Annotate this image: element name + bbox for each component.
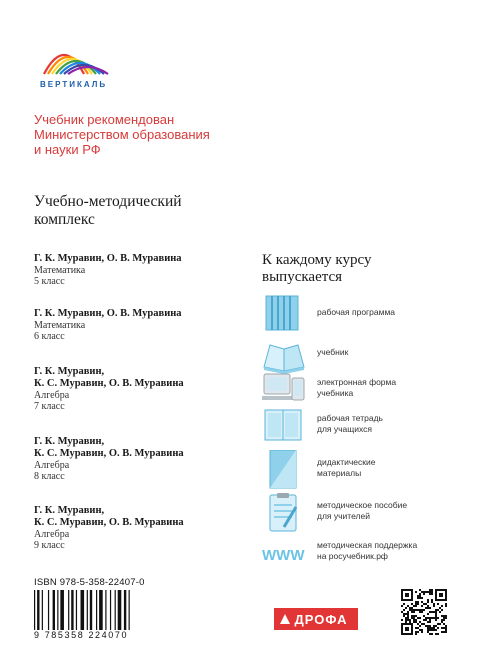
recommendation-text (34, 112, 274, 157)
book-grade: 8 класс (34, 471, 65, 482)
book-entry (34, 436, 234, 482)
book-grade: 9 класс (34, 540, 65, 551)
course-item-program (262, 294, 462, 334)
book-authors: Г. К. Муравин, О. В. Муравина (34, 308, 182, 319)
qr-code-icon (400, 588, 448, 636)
book-subject: Математика (34, 320, 86, 331)
book-authors: Г. К. Муравин, (34, 505, 105, 516)
book-entry (34, 253, 234, 287)
each-course-line: К каждому курсу (262, 252, 372, 268)
book-grade: 6 класс (34, 331, 65, 342)
book-authors: Г. К. Муравин, (34, 436, 105, 447)
drofa-logo (274, 608, 358, 630)
course-item-didactic (262, 450, 462, 490)
www-icon (262, 534, 306, 574)
book-grade: 5 класс (34, 276, 65, 287)
ebook-icon (262, 370, 306, 410)
book-grade: 7 класс (34, 401, 65, 412)
program-icon (262, 294, 306, 334)
course-item-support (262, 534, 462, 574)
each-course-heading (262, 252, 371, 286)
barcode-number: 9 785358 224070 (34, 630, 129, 640)
svg-text:WWW: WWW (262, 547, 305, 564)
drofa-logo-text: ДРОФА (294, 611, 348, 627)
course-item-label: методическое пособие для учителей (317, 500, 408, 521)
recommendation-line: и науки РФ (34, 142, 101, 157)
each-course-line: выпускается (262, 269, 343, 285)
course-item-ebook (262, 370, 462, 410)
book-authors: Г. К. Муравин, (34, 366, 105, 377)
book-subject: Математика (34, 265, 86, 276)
complex-title-line: Учебно-методический (34, 193, 182, 210)
didactic-icon (262, 450, 306, 490)
course-item-label: дидактические материалы (317, 457, 376, 478)
course-item-workbook (262, 406, 462, 446)
course-item-methodical (262, 493, 462, 533)
clipboard-icon (262, 493, 306, 533)
course-item-label: методическая поддержка на росучебник.рф (317, 540, 418, 561)
complex-title (34, 193, 182, 229)
book-entry (34, 308, 234, 342)
book-entry (34, 505, 234, 551)
book-authors: К. С. Муравин, О. В. Муравина (34, 448, 184, 459)
isbn-text: ISBN 978-5-358-22407-0 (34, 577, 145, 588)
course-item-label: учебник (317, 347, 349, 357)
book-authors: К. С. Муравин, О. В. Муравина (34, 378, 184, 389)
book-subject: Алгебра (34, 390, 70, 401)
workbook-icon (262, 406, 306, 446)
book-authors: Г. К. Муравин, О. В. Муравина (34, 253, 182, 264)
book-authors: К. С. Муравин, О. В. Муравина (34, 517, 184, 528)
book-subject: Алгебра (34, 529, 70, 540)
drofa-logo-icon (279, 613, 291, 625)
recommendation-line: Учебник рекомендован (34, 112, 175, 127)
recommendation-line: Министерством образования (34, 127, 210, 142)
complex-title-line: комплекс (34, 211, 95, 228)
publisher-logo-text: ВЕРТИКАЛЬ (40, 80, 108, 89)
book-entry (34, 366, 234, 412)
course-item-label: рабочая тетрадь для учащихся (317, 413, 383, 434)
book-subject: Алгебра (34, 460, 70, 471)
course-item-label: электронная форма учебника (317, 377, 397, 398)
course-item-label: рабочая программа (317, 307, 396, 317)
